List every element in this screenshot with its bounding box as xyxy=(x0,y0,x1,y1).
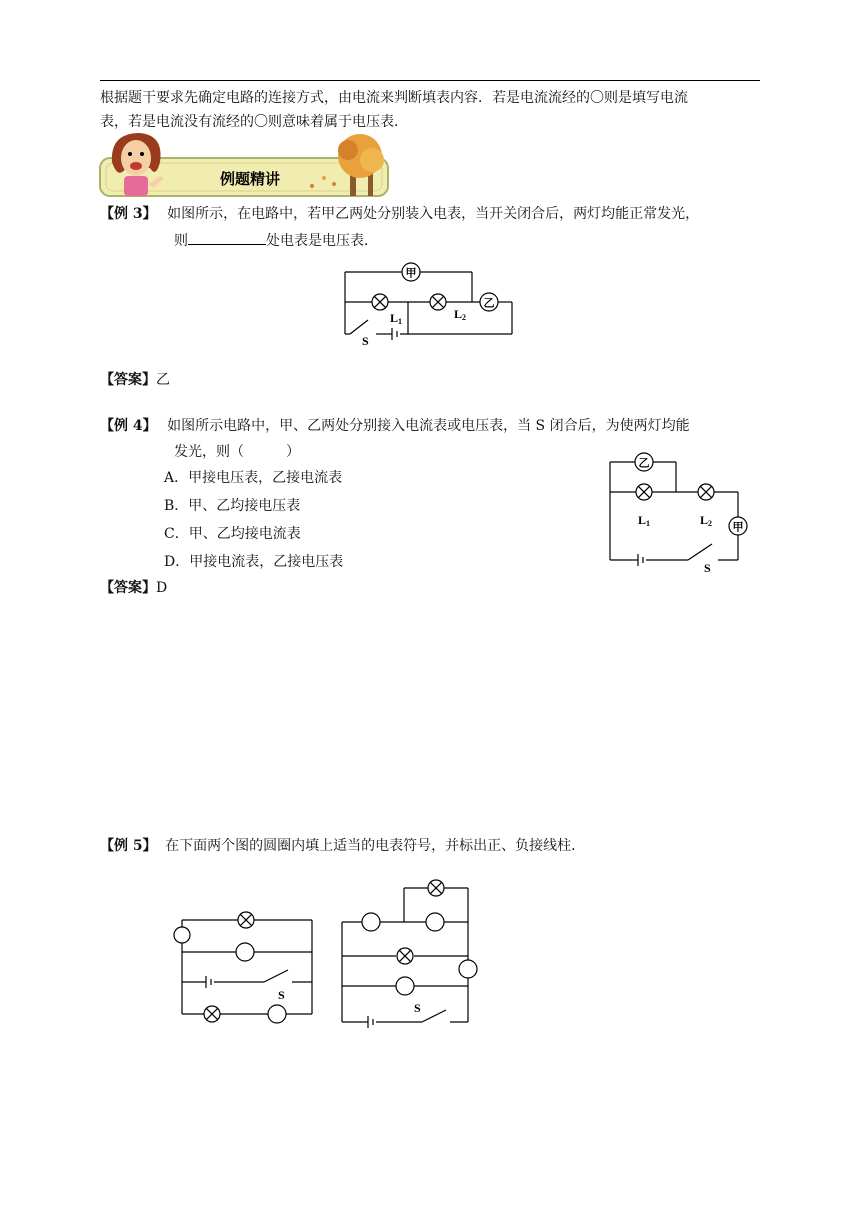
ex3-lamp-2 xyxy=(430,294,446,310)
ex3-switch-label: S xyxy=(362,334,369,348)
intro-line-1: 根据题干要求先确定电路的连接方式，由电流来判断填表内容．若是电流流经的〇则是填写电流 xyxy=(100,90,688,106)
ex4-answer-label: 【答案】 xyxy=(100,580,156,596)
ex4-meter-yi-label: 乙 xyxy=(638,457,650,470)
ex3-answer-label: 【答案】 xyxy=(100,372,156,388)
ex5-c2-blank-meter-1 xyxy=(362,913,380,931)
ex4-circuit-diagram xyxy=(600,448,760,576)
ex4-switch-label: S xyxy=(704,561,711,575)
ex4-question-line-2: 发光，则（ ） xyxy=(174,444,300,460)
ex5-c2-lamp-middle xyxy=(397,948,413,964)
ex5-c1-blank-meter-3 xyxy=(268,1005,286,1023)
ex3-answer-blank xyxy=(188,230,266,245)
ex4-label: 【例 4】 xyxy=(100,418,157,434)
ex3-answer: 乙 xyxy=(156,372,170,388)
ex5-c2-blank-meter-4 xyxy=(396,977,414,995)
ex4-option-d: D．甲接电流表，乙接电压表 xyxy=(164,554,344,570)
ex5-c2-lamp-top xyxy=(428,880,444,896)
ex5-circuit-2-diagram xyxy=(330,872,482,1030)
ex3-question-post: 处电表是电压表． xyxy=(266,233,378,249)
banner-title: 例题精讲 xyxy=(219,170,281,188)
ex4-option-b: B．甲、乙均接电压表 xyxy=(164,498,301,514)
ex3-lamp-2-label: L2 xyxy=(454,307,467,322)
ex5-c1-lamp-bottom xyxy=(204,1006,220,1022)
ex5-c1-blank-meter-1 xyxy=(174,927,190,943)
ex5-c1-lamp-top xyxy=(238,912,254,928)
ex3-lamp-1 xyxy=(372,294,388,310)
ex5-label: 【例 5】 xyxy=(100,838,157,854)
header-rule xyxy=(100,80,760,81)
section-banner xyxy=(98,128,394,200)
ex3-meter-yi xyxy=(480,293,498,311)
ex4-option-a: A．甲接电压表，乙接电流表 xyxy=(164,470,343,486)
ex4-question-line-1: 如图所示电路中，甲、乙两处分别接入电流表或电压表，当 S 闭合后，为使两灯均能 xyxy=(167,418,690,434)
ex3-meter-jia xyxy=(402,263,420,281)
ex4-option-c: C．甲、乙均接电流表 xyxy=(164,526,301,542)
intro-line-2: 表，若是电流没有流经的〇则意味着属于电压表． xyxy=(100,114,408,130)
ex5-c2-blank-meter-2 xyxy=(426,913,444,931)
ex5-c1-switch-label: S xyxy=(278,988,285,1002)
ex4-lamp-2-label: L2 xyxy=(700,513,713,528)
ex4-meter-jia-label: 甲 xyxy=(732,521,744,534)
ex5-c2-switch-label: S xyxy=(414,1001,421,1015)
ex5-c2-blank-meter-3 xyxy=(459,960,477,978)
ex3-question-line-1: 如图所示，在电路中，若甲乙两处分别装入电表，当开关闭合后，两灯均能正常发光， xyxy=(167,206,700,222)
ex4-lamp-1-label: L1 xyxy=(638,513,651,528)
ex4-answer: D xyxy=(156,580,168,596)
ex4-meter-yi xyxy=(635,453,653,471)
ex5-circuit-1-diagram xyxy=(166,900,318,1030)
ex3-meter-jia-label: 甲 xyxy=(405,267,417,280)
ex3-question-pre: 则 xyxy=(174,233,188,249)
ex3-meter-yi-label: 乙 xyxy=(483,297,495,310)
ex3-circuit-diagram xyxy=(340,258,520,350)
ex3-lamp-1-label: L1 xyxy=(390,311,403,326)
ex4-lamp-1 xyxy=(636,484,652,500)
ex3-label: 【例 3】 xyxy=(100,206,157,222)
ex5-question: 在下面两个图的圆圈内填上适当的电表符号，并标出正、负接线柱． xyxy=(165,838,586,854)
ex4-lamp-2 xyxy=(698,484,714,500)
ex5-c1-blank-meter-2 xyxy=(236,943,254,961)
ex4-meter-jia xyxy=(729,517,747,535)
